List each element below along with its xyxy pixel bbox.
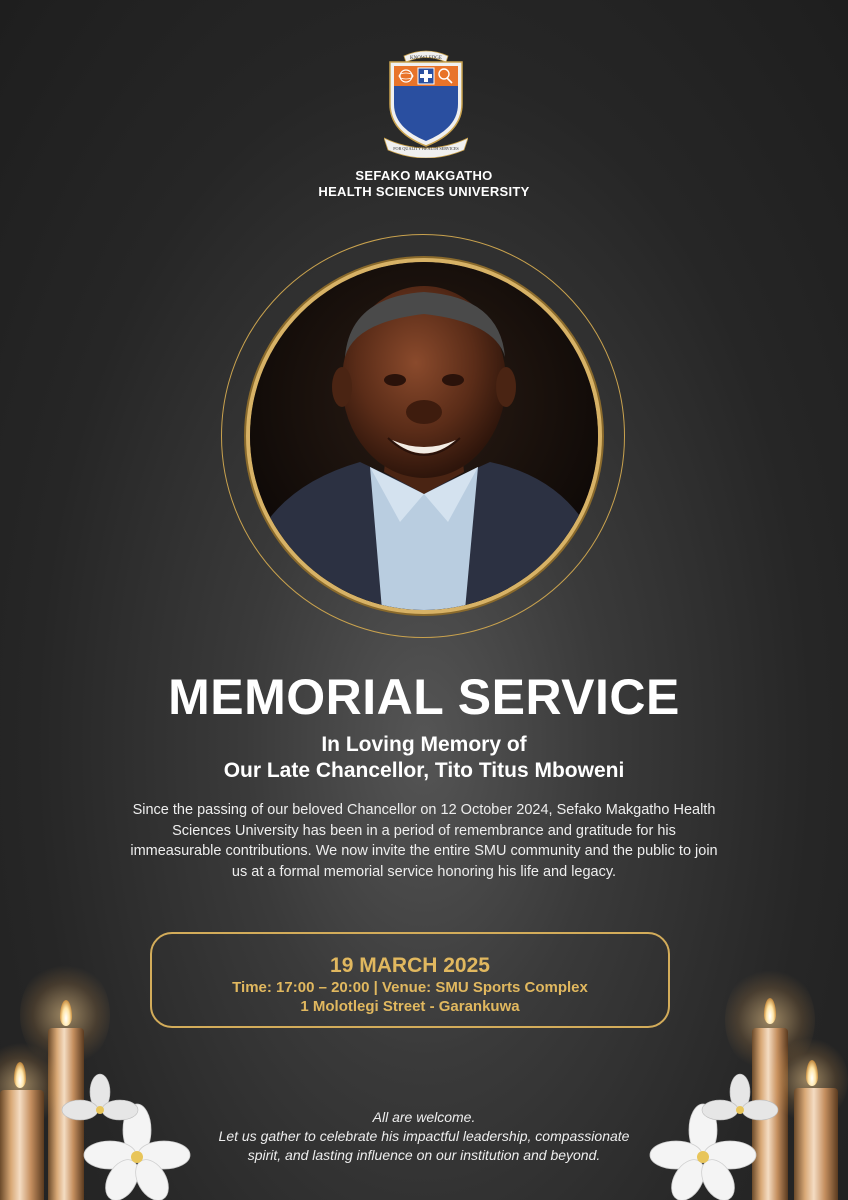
university-logo [384, 46, 468, 158]
university-name [0, 168, 848, 200]
flame-icon [806, 1060, 818, 1086]
announcement-text: Since the passing of our beloved Chancellor on 12 October 2024, Sefako Makgatho Health Sciences University has been in a period of remembrance and gratitude for his immeasurable contributions. We now invite the entire SMU community and the public to join us at a formal memorial service honoring his life and legacy. [130, 802, 718, 880]
logo-banner-text: FOR QUALITY HEALTH SERVICES [393, 146, 459, 151]
page-title: MEMORIAL SERVICE [168, 669, 680, 725]
event-time-venue: Time: 17:00 – 20:00 | Venue: SMU Sports Complex [232, 979, 588, 996]
closing-line2: Let us gather to celebrate his impactful leadership, compassionate [218, 1128, 630, 1144]
flame-icon [14, 1062, 26, 1088]
event-date: 19 MARCH 2025 [330, 954, 490, 977]
university-name-line1: SEFAKO MAKGATHO [355, 168, 493, 183]
university-name-line2: HEALTH SCIENCES UNIVERSITY [318, 184, 530, 199]
flame-icon [764, 998, 776, 1024]
closing-line3: spirit, and lasting influence on our institution and beyond. [247, 1147, 601, 1163]
event-address: 1 Molotlegi Street - Garankuwa [300, 998, 520, 1015]
closing-line1: All are welcome. [372, 1109, 476, 1125]
chancellor-portrait [250, 262, 598, 610]
subtitle-line1: In Loving Memory of [321, 733, 527, 756]
portrait-image [250, 262, 598, 610]
subtitle-line2: Our Late Chancellor, Tito Titus Mboweni [223, 759, 625, 782]
event-details-box [150, 932, 670, 1028]
closing-message [0, 1108, 848, 1165]
logo-top-text: KNOWLEDGE [410, 56, 442, 61]
subtitle [0, 732, 848, 784]
flame-icon [60, 1000, 72, 1026]
